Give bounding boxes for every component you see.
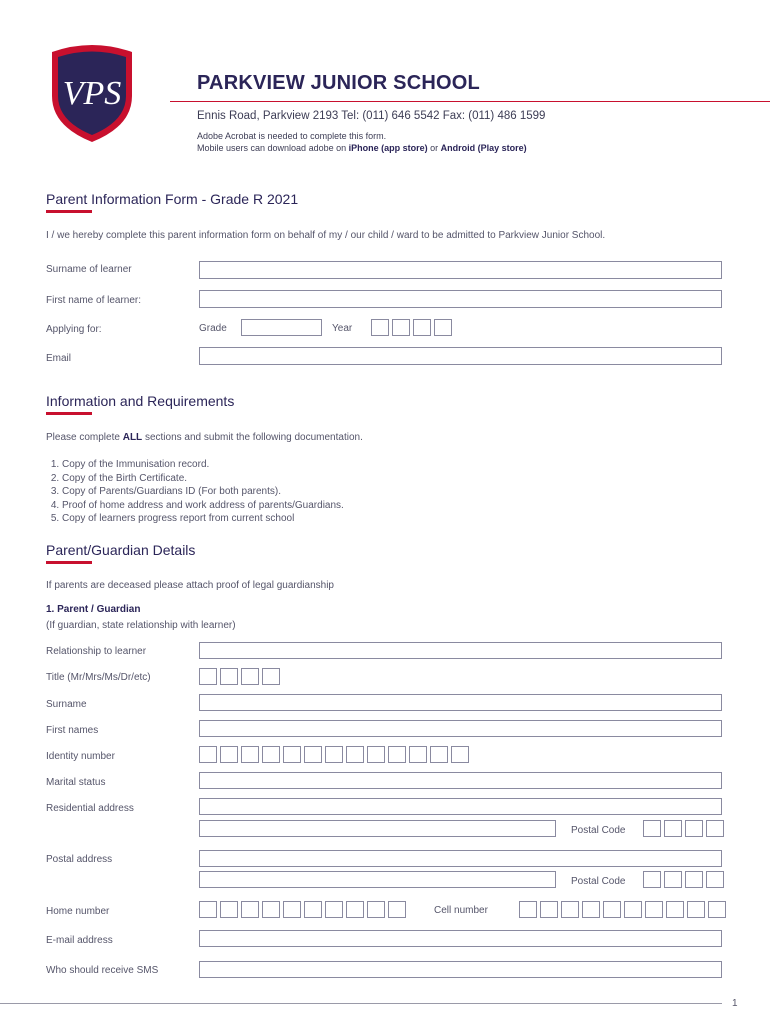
postal-digit-box[interactable] — [664, 820, 682, 837]
section-underline — [46, 412, 92, 415]
id-digit-box[interactable] — [346, 746, 364, 763]
year-digit-box[interactable] — [392, 319, 410, 336]
postal-digit-box[interactable] — [706, 871, 724, 888]
section-title-parent-info: Parent Information Form - Grade R 2021 — [46, 191, 299, 207]
mobile-note — [197, 143, 527, 153]
email-address-label: E-mail address — [46, 935, 113, 946]
residential-address-label: Residential address — [46, 803, 134, 814]
first-names-label: First names — [46, 725, 99, 736]
postal-digit-box[interactable] — [685, 820, 703, 837]
intro-suffix: sections and submit the following documentation. — [142, 432, 363, 443]
year-digit-box[interactable] — [434, 319, 452, 336]
id-digit-box[interactable] — [388, 746, 406, 763]
iphone-link: iPhone (app store) — [348, 143, 428, 153]
title-boxes — [199, 668, 280, 685]
marital-status-label: Marital status — [46, 777, 106, 788]
cell-digit-box[interactable] — [624, 901, 642, 918]
surname-field[interactable] — [199, 694, 722, 711]
year-digit-box[interactable] — [371, 319, 389, 336]
id-digit-box[interactable] — [430, 746, 448, 763]
id-digit-box[interactable] — [325, 746, 343, 763]
year-digit-box[interactable] — [413, 319, 431, 336]
footer-rule — [0, 1003, 722, 1004]
acrobat-note: Adobe Acrobat is needed to complete this form. — [197, 131, 387, 141]
cell-digit-box[interactable] — [603, 901, 621, 918]
requirements-list — [46, 458, 344, 526]
title-char-box[interactable] — [262, 668, 280, 685]
cell-digit-box[interactable] — [519, 901, 537, 918]
title-label: Title (Mr/Mrs/Ms/Dr/etc) — [46, 672, 151, 683]
year-boxes — [371, 319, 452, 336]
title-rule — [170, 101, 770, 102]
residential-postal-code-boxes — [643, 820, 724, 837]
postal-digit-box[interactable] — [643, 871, 661, 888]
learner-surname-label: Surname of learner — [46, 264, 132, 275]
id-digit-box[interactable] — [451, 746, 469, 763]
page-number: 1 — [732, 998, 738, 1009]
id-digit-box[interactable] — [220, 746, 238, 763]
home-number-boxes — [199, 901, 406, 918]
id-digit-box[interactable] — [367, 746, 385, 763]
home-digit-box[interactable] — [346, 901, 364, 918]
postal-code-label: Postal Code — [571, 825, 626, 836]
postal-digit-box[interactable] — [685, 871, 703, 888]
cell-digit-box[interactable] — [582, 901, 600, 918]
relationship-label: Relationship to learner — [46, 646, 147, 657]
crest-monogram: VPS — [62, 75, 122, 112]
home-digit-box[interactable] — [241, 901, 259, 918]
consent-text: I / we hereby complete this parent information form on behalf of my / our child / ward to be admitted to Parkview Junior School. — [46, 230, 606, 241]
cell-digit-box[interactable] — [561, 901, 579, 918]
cell-digit-box[interactable] — [645, 901, 663, 918]
cell-number-label: Cell number — [434, 905, 488, 916]
id-digit-box[interactable] — [241, 746, 259, 763]
title-char-box[interactable] — [241, 668, 259, 685]
applying-for-label: Applying for: — [46, 324, 102, 335]
android-link: Android (Play store) — [440, 143, 527, 153]
mobile-note-or: or — [427, 143, 441, 153]
list-item: 3. Copy of Parents/Guardians ID (For both parents). — [62, 485, 344, 499]
section-underline — [46, 561, 92, 564]
grade-field[interactable] — [241, 319, 322, 336]
first-names-field[interactable] — [199, 720, 722, 737]
postal-address-label: Postal address — [46, 854, 113, 865]
home-digit-box[interactable] — [388, 901, 406, 918]
postal-address-field-1[interactable] — [199, 850, 722, 867]
postal-address-field-2[interactable] — [199, 871, 556, 888]
home-digit-box[interactable] — [220, 901, 238, 918]
learner-firstname-field[interactable] — [199, 290, 722, 308]
email-label: Email — [46, 353, 72, 364]
marital-status-field[interactable] — [199, 772, 722, 789]
list-item: 4. Proof of home address and work address of parents/Guardians. — [62, 499, 344, 513]
year-label: Year — [332, 323, 353, 334]
school-address: Ennis Road, Parkview 2193 Tel: (011) 646 5542 Fax: (011) 486 1599 — [197, 110, 546, 122]
cell-digit-box[interactable] — [708, 901, 726, 918]
surname-label: Surname — [46, 699, 87, 710]
requirements-intro — [46, 432, 363, 443]
cell-digit-box[interactable] — [666, 901, 684, 918]
postal-digit-box[interactable] — [664, 871, 682, 888]
id-digit-box[interactable] — [409, 746, 427, 763]
home-digit-box[interactable] — [325, 901, 343, 918]
learner-surname-field[interactable] — [199, 261, 722, 279]
intro-prefix: Please complete — [46, 432, 123, 443]
identity-number-boxes — [199, 746, 469, 763]
id-digit-box[interactable] — [304, 746, 322, 763]
cell-digit-box[interactable] — [540, 901, 558, 918]
list-item: 1. Copy of the Immunisation record. — [62, 458, 344, 472]
title-char-box[interactable] — [220, 668, 238, 685]
id-digit-box[interactable] — [283, 746, 301, 763]
home-digit-box[interactable] — [367, 901, 385, 918]
home-digit-box[interactable] — [283, 901, 301, 918]
list-item: 2. Copy of the Birth Certificate. — [62, 472, 344, 486]
postal-postal-code-boxes — [643, 871, 724, 888]
relationship-field[interactable] — [199, 642, 722, 659]
parent-guardian-subheading: 1. Parent / Guardian — [46, 604, 141, 615]
section-title-requirements: Information and Requirements — [46, 393, 235, 409]
section-underline — [46, 210, 92, 213]
school-name: PARKVIEW JUNIOR SCHOOL — [197, 72, 480, 94]
id-digit-box[interactable] — [262, 746, 280, 763]
home-digit-box[interactable] — [304, 901, 322, 918]
id-digit-box[interactable] — [199, 746, 217, 763]
title-char-box[interactable] — [199, 668, 217, 685]
sms-recipient-field[interactable] — [199, 961, 722, 978]
home-digit-box[interactable] — [262, 901, 280, 918]
sms-recipient-label: Who should receive SMS — [46, 965, 159, 976]
email-address-field[interactable] — [199, 930, 722, 947]
guardian-note: (If guardian, state relationship with learner) — [46, 620, 236, 631]
postal-digit-box[interactable] — [706, 820, 724, 837]
list-item: 5. Copy of learners progress report from current school — [62, 512, 344, 526]
school-crest-logo — [46, 44, 138, 144]
identity-number-label: Identity number — [46, 751, 115, 762]
section-title-guardian: Parent/Guardian Details — [46, 542, 196, 558]
intro-bold: ALL — [122, 432, 143, 443]
postal-code-label: Postal Code — [571, 876, 626, 887]
residential-address-field-2[interactable] — [199, 820, 556, 837]
residential-address-field-1[interactable] — [199, 798, 722, 815]
email-field[interactable] — [199, 347, 722, 365]
grade-label: Grade — [199, 323, 227, 334]
mobile-note-prefix: Mobile users can download adobe on — [197, 143, 349, 153]
guardian-intro: If parents are deceased please attach proof of legal guardianship — [46, 580, 334, 591]
home-number-label: Home number — [46, 906, 110, 917]
learner-firstname-label: First name of learner: — [46, 295, 142, 306]
home-digit-box[interactable] — [199, 901, 217, 918]
cell-number-boxes — [519, 901, 726, 918]
cell-digit-box[interactable] — [687, 901, 705, 918]
postal-digit-box[interactable] — [643, 820, 661, 837]
